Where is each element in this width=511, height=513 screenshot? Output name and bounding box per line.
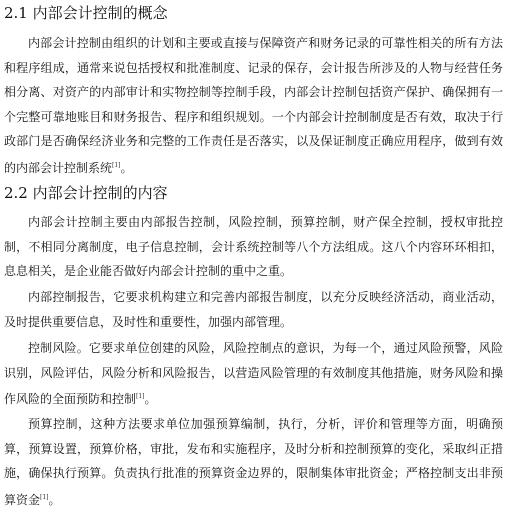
paragraph-text: 内部会计控制由组织的计划和主要或直接与保障资产和财务记录的可靠性相关的所有方法和程序组成，通常来说包括授权和批准制度、记录的保存，会计报告所涉及的人物与经营任务相分离、对资产的内部审计和实物控制等控制手段，内部会计控制包括资产保护、确保拥有一个完整可靠地账目和财务报告、程序和组织规划。一个内部会计控制制度是否有效，取决于行政部门是否确保经济业务和完整的工作责任是否落实，以及保证制度正确应用程序，做到有效的内部会计控制系统 xyxy=(4,36,503,175)
paragraph-budget-control xyxy=(4,412,503,512)
paragraph-risk-control xyxy=(4,336,503,412)
paragraph-text: 预算控制，这种方法要求单位加强预算编制，执行，分析，评价和管理等方面，明确预算，预算设置，预算价格，审批，发布和实施程序，及时分析和控制预算的变化，采取纠正措施，确保执行预算。负责执行批准的预算资金边界的，限制集体审批资金；严格控制支出非预算资金 xyxy=(4,417,503,507)
citation-ref: [1] xyxy=(40,493,49,501)
paragraph-end: 。 xyxy=(120,160,133,175)
citation-ref: [1] xyxy=(136,393,145,400)
paragraph-content-overview: 内部会计控制主要由内部报告控制，风险控制，预算控制，财产保全控制，授权审批控制，不相同分离制度，电子信息控制，会计系统控制等八个方法组成。这八个内容环环相扣，息息相关，是企业能否做好内部会计控制的重中之重。 xyxy=(4,215,503,278)
paragraph-end: 。 xyxy=(144,392,157,406)
paragraph-concept xyxy=(4,31,503,180)
paragraph-text: 控制风险。它要求单位创建的风险，风险控制点的意识，为每一个，通过风险预警，风险识别，风险评估，风险分析和风险报告，以营造风险管理的有效制度其他措施，财务风险和操作风险的全面预防和控制 xyxy=(4,341,503,406)
paragraph-internal-report: 内部控制报告，它要求机构建立和完善内部报告制度，以充分反映经济活动，商业活动，及时提供重要信息，及时性和重要性，加强内部管理。 xyxy=(4,290,503,329)
section-heading-2-2: 2.2 内部会计控制的内容 xyxy=(4,184,168,202)
citation-ref: [1] xyxy=(112,161,121,169)
paragraph-end: 。 xyxy=(48,492,61,507)
section-heading-2-1: 2.1 内部会计控制的概念 xyxy=(4,4,168,22)
